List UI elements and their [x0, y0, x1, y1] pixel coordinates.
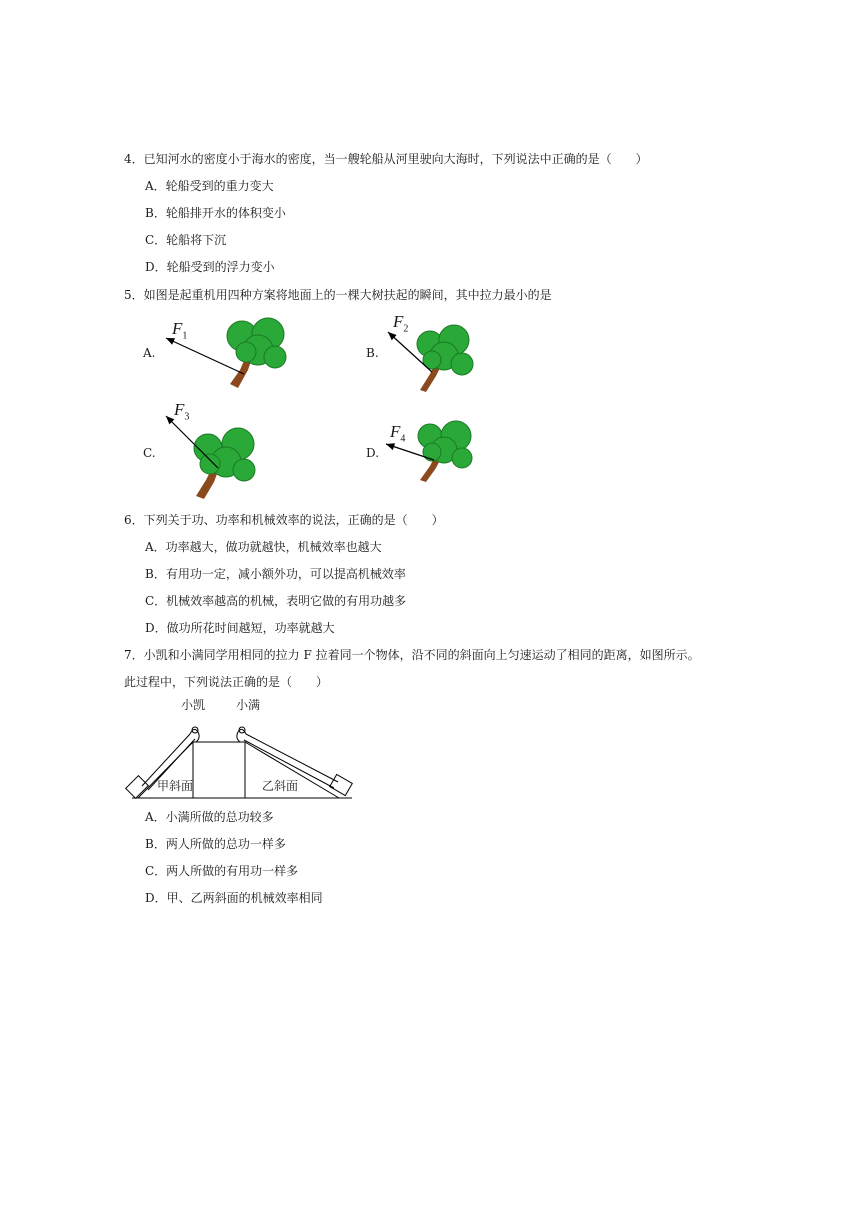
right-box	[330, 774, 353, 795]
force-f4-label: $F_4$	[390, 422, 406, 445]
tree-figure-a	[160, 312, 300, 392]
force-f1-label: $F_1$	[172, 319, 188, 342]
q4-option-b: B．轮船排开水的体积变小	[145, 206, 286, 220]
incline-diagram	[124, 712, 356, 804]
tree-crown	[417, 325, 473, 375]
q4-option-a: A．轮船受到的重力变大	[145, 179, 274, 193]
center-block	[193, 742, 245, 798]
q6-option-d: D．做功所花时间越短，功率就越大	[145, 621, 335, 635]
right-rope	[246, 734, 338, 782]
tree-crown	[194, 428, 255, 481]
tree-figure-d	[380, 418, 480, 484]
force-f3-label: $F_3$	[174, 400, 190, 423]
q4-option-d: D．轮船受到的浮力变小	[145, 260, 275, 274]
person-left-label: 小凯	[181, 698, 206, 712]
figure-d-label: D.	[366, 446, 380, 460]
left-rope	[142, 734, 190, 786]
figure-c-label: C.	[143, 446, 156, 460]
q4-stem: 4．已知河水的密度小于海水的密度，当一艘轮船从河里驶向大海时，下列说法中正确的是（ ）	[124, 152, 648, 166]
tree-crown	[418, 421, 472, 468]
q7-option-d: D．甲、乙两斜面的机械效率相同	[145, 891, 323, 905]
force-f2-label: $F_2$	[393, 312, 409, 335]
tree-figure-b	[380, 318, 480, 393]
right-incline-line	[245, 742, 339, 798]
q4-option-c: C．轮船将下沉	[145, 233, 227, 247]
person-right-label: 小满	[236, 698, 261, 712]
q6-option-b: B．有用功一定，减小额外功，可以提高机械效率	[145, 567, 406, 581]
tree-crown	[227, 318, 286, 368]
figure-b-label: B.	[366, 346, 379, 360]
left-slope-label: 甲斜面	[157, 779, 194, 793]
tree-figure-c	[160, 412, 270, 500]
figure-a-label: A.	[143, 346, 156, 360]
q7-option-a: A．小满所做的总功较多	[145, 810, 274, 824]
q5-stem: 5．如图是起重机用四种方案将地面上的一棵大树扶起的瞬间，其中拉力最小的是	[124, 288, 552, 302]
q7-option-c: C．两人所做的有用功一样多	[145, 864, 299, 878]
q6-stem: 6．下列关于功、功率和机械效率的说法，正确的是（ ）	[124, 513, 444, 527]
q7-stem-line1: 7．小凯和小满同学用相同的拉力 F 拉着同一个物体，沿不同的斜面向上匀速运动了相同的距离，如图所示。	[124, 648, 700, 662]
q7-stem-line2: 此过程中，下列说法正确的是（ ）	[124, 675, 329, 689]
right-slope-label: 乙斜面	[262, 779, 299, 793]
q7-option-b: B．两人所做的总功一样多	[145, 837, 286, 851]
q6-option-a: A．功率越大，做功就越快，机械效率也越大	[145, 540, 382, 554]
left-box	[126, 776, 149, 799]
q6-option-c: C．机械效率越高的机械，表明它做的有用功越多	[145, 594, 407, 608]
